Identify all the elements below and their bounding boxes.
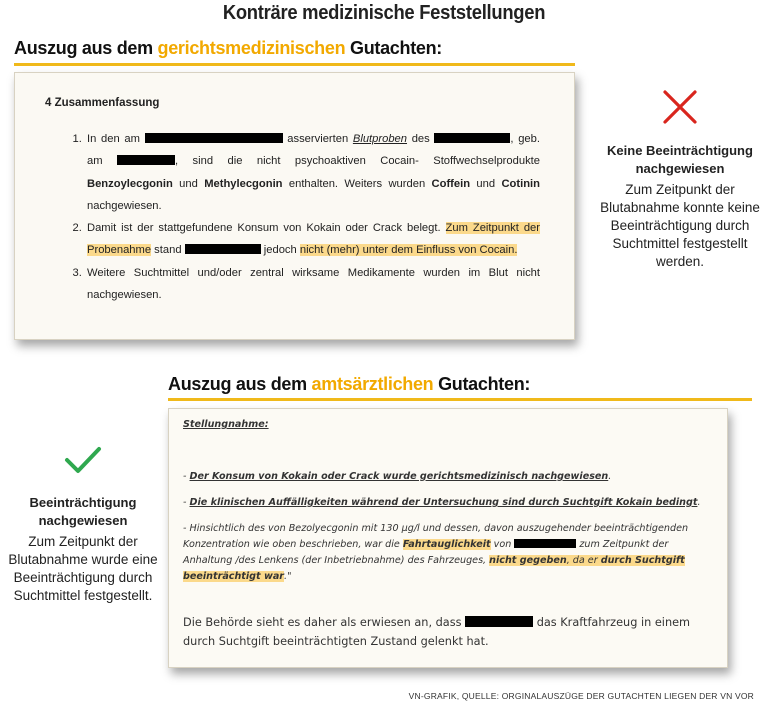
text: , sind die nicht psychoaktiven Cocain- Stoffwechselprodukte [174, 155, 540, 168]
summary-item-2 [85, 217, 540, 262]
text: asservierten [282, 133, 353, 145]
text: zum Zeitpunkt der Anhaltung /des Lenkens (der Inbetriebnahme) des Fahrzeuges, [183, 539, 669, 566]
text: ." [284, 571, 292, 582]
statement-point-1 [183, 469, 703, 485]
section1-rule [14, 63, 575, 66]
authority-conclusion [183, 613, 723, 651]
substance-name: Cotinin [501, 177, 540, 190]
finding-text: Zum Zeitpunkt der Blutabnahme wurde eine Beeinträchtigung durch Suchtmittel festgestellt. [8, 534, 158, 603]
heading-text: Auszug aus dem [14, 38, 158, 58]
highlighted-text: , da er [566, 555, 601, 566]
statement-point-2 [183, 495, 703, 511]
text: enthalten. Weiters wurden [282, 177, 432, 190]
highlighted-text: Fahrtauglichkeit [402, 539, 491, 550]
source-credit: VN-GRAFIK, QUELLE: ORGINALAUSZÜGE DER GUTACHTEN LIEGEN DER VN VOR [408, 691, 754, 701]
checkmark-icon [63, 445, 103, 475]
redaction-bar [465, 616, 533, 627]
text: . [697, 497, 701, 508]
redaction-bar [145, 133, 283, 143]
heading-highlight: amtsärztlichen [311, 374, 434, 394]
highlighted-text: nicht (mehr) unter dem Einfluss von Cocain. [299, 244, 518, 257]
text: - [183, 497, 190, 508]
page-title: Konträre medizinische Feststellungen [222, 2, 546, 24]
finding-text: Zum Zeitpunkt der Blutabnahme konnte keine Beeinträchtigung durch Suchtmittel festgestellt werden. [600, 182, 760, 269]
summary-item-3: 3. Weitere Suchtmittel und/oder zentral wirksame Medikamente wurden im Blut nicht nachgewiesen. [85, 262, 540, 307]
heading-text-end: Gutachten: [433, 374, 531, 394]
text: und [172, 177, 205, 190]
finding-summary-positive [8, 494, 158, 605]
text: das Kraftfahrzeug in einem durch Suchtgift beeinträchtigten Zustand gelenkt hat. [183, 616, 691, 648]
finding-title: Beeinträchtigung nachgewiesen [29, 495, 137, 528]
finding-summary-negative [600, 142, 760, 271]
section1-heading [14, 38, 442, 59]
text: Damit ist der stattgefundene Konsum von Kokain oder Crack belegt. [87, 222, 446, 235]
forensic-report-excerpt [14, 72, 575, 340]
text: Die Behörde sieht es daher als erwiesen an, dass [183, 616, 466, 629]
text: In den am [87, 133, 145, 145]
redaction-bar [514, 539, 576, 548]
redaction-bar [185, 244, 261, 254]
section2-rule [168, 398, 752, 401]
text: des [407, 133, 435, 145]
blutproben-term: Blutproben [352, 133, 408, 145]
text: nachgewiesen. [87, 199, 162, 212]
redaction-bar [117, 155, 175, 165]
heading-text-end: Gutachten: [345, 38, 442, 58]
emphasized-text: Die klinischen Auffälligkeiten während der Untersuchung sind durch Suchtgift Kokain bedingt [189, 497, 698, 508]
text: stand [151, 244, 185, 257]
statement-point-3 [183, 521, 703, 585]
text: jedoch [260, 244, 300, 257]
highlighted-text: durch Suchtgift beeinträchtigt war [183, 555, 685, 582]
heading-highlight: gerichtsmedizinischen [157, 38, 346, 58]
text: - Hinsichtlich des von Bezolyecgonin mit 130 µg/l und dessen, davon auszugehender beeinträchtigenden Konzentration wie oben beschrieben, war die [183, 523, 689, 550]
heading-text: Auszug aus dem [168, 374, 312, 394]
redaction-bar [434, 133, 510, 143]
highlighted-text: Zum Zeitpunkt der Probenahme [87, 222, 540, 257]
text: . [608, 471, 612, 482]
highlighted-text: nicht gegeben [489, 555, 567, 566]
section2-heading [168, 374, 530, 395]
medical-officer-report-excerpt [168, 408, 728, 668]
summary-item-1 [85, 128, 540, 217]
statement-heading: Stellungnahme: [183, 419, 269, 430]
text: und [470, 177, 502, 190]
substance-name: Methylecgonin [204, 177, 283, 190]
substance-name: Coffein [431, 177, 471, 190]
finding-title: Keine Beeinträchtigung nachgewiesen [607, 143, 753, 176]
emphasized-text: Der Konsum von Kokain oder Crack wurde gerichtsmedizinisch nachgewiesen [189, 471, 609, 482]
x-cross-icon [662, 89, 698, 125]
report-section-title: 4 Zusammenfassung [45, 97, 160, 109]
text: von [490, 539, 515, 550]
text: - [183, 471, 190, 482]
summary-list [65, 128, 540, 306]
text: , geb. am [87, 133, 540, 168]
substance-name: Benzoylecgonin [87, 177, 173, 190]
